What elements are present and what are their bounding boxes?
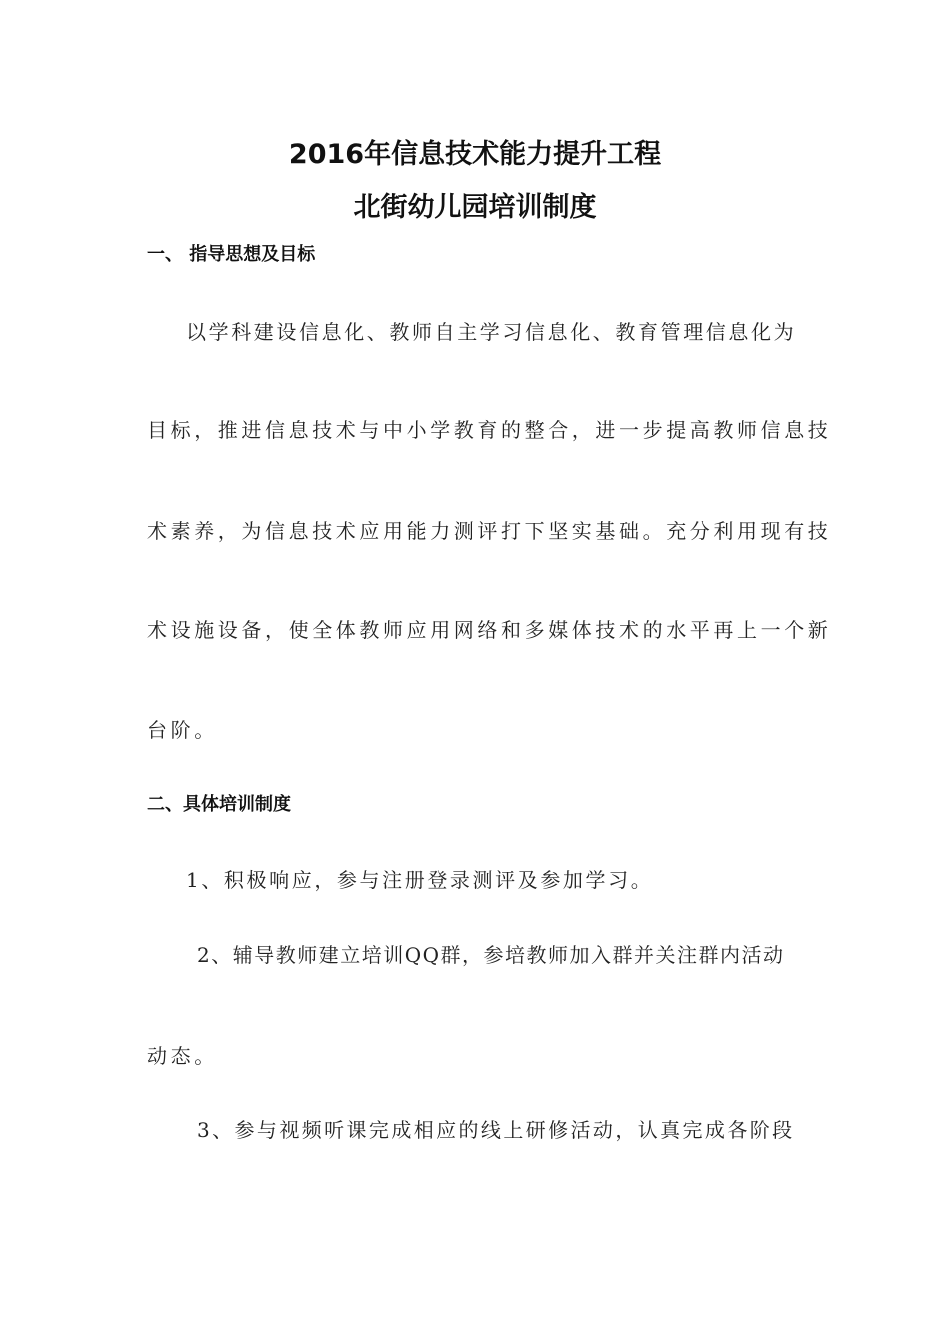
section1-line-4: 术设施设备，使全体教师应用网络和多媒体技术的水平再上一个新 (147, 618, 832, 642)
section1-line-2: 目标，推进信息技术与中小学教育的整合，进一步提高教师信息技 (147, 418, 832, 442)
section2-item-3: 3、参与视频听课完成相应的线上研修活动，认真完成各阶段 (197, 1118, 795, 1142)
section2-item-2: 2、辅导教师建立培训QQ群，参培教师加入群并关注群内活动 (197, 943, 785, 967)
section1-line-5: 台阶。 (147, 718, 218, 742)
section2-item-1: 1、积极响应，参与注册登录测评及参加学习。 (186, 868, 654, 892)
section2-heading: 二、具体培训制度 (147, 794, 291, 815)
document-title-line1: 2016年信息技术能力提升工程 (288, 139, 662, 170)
document-title-line2: 北街幼儿园培训制度 (353, 192, 597, 223)
section1-line-3: 术素养，为信息技术应用能力测评打下坚实基础。充分利用现有技 (147, 519, 832, 543)
section1-heading: 一、 指导思想及目标 (147, 244, 316, 265)
section1-line-1: 以学科建设信息化、教师自主学习信息化、教育管理信息化为 (186, 320, 797, 344)
section2-item-2-continued: 动态。 (147, 1044, 218, 1068)
